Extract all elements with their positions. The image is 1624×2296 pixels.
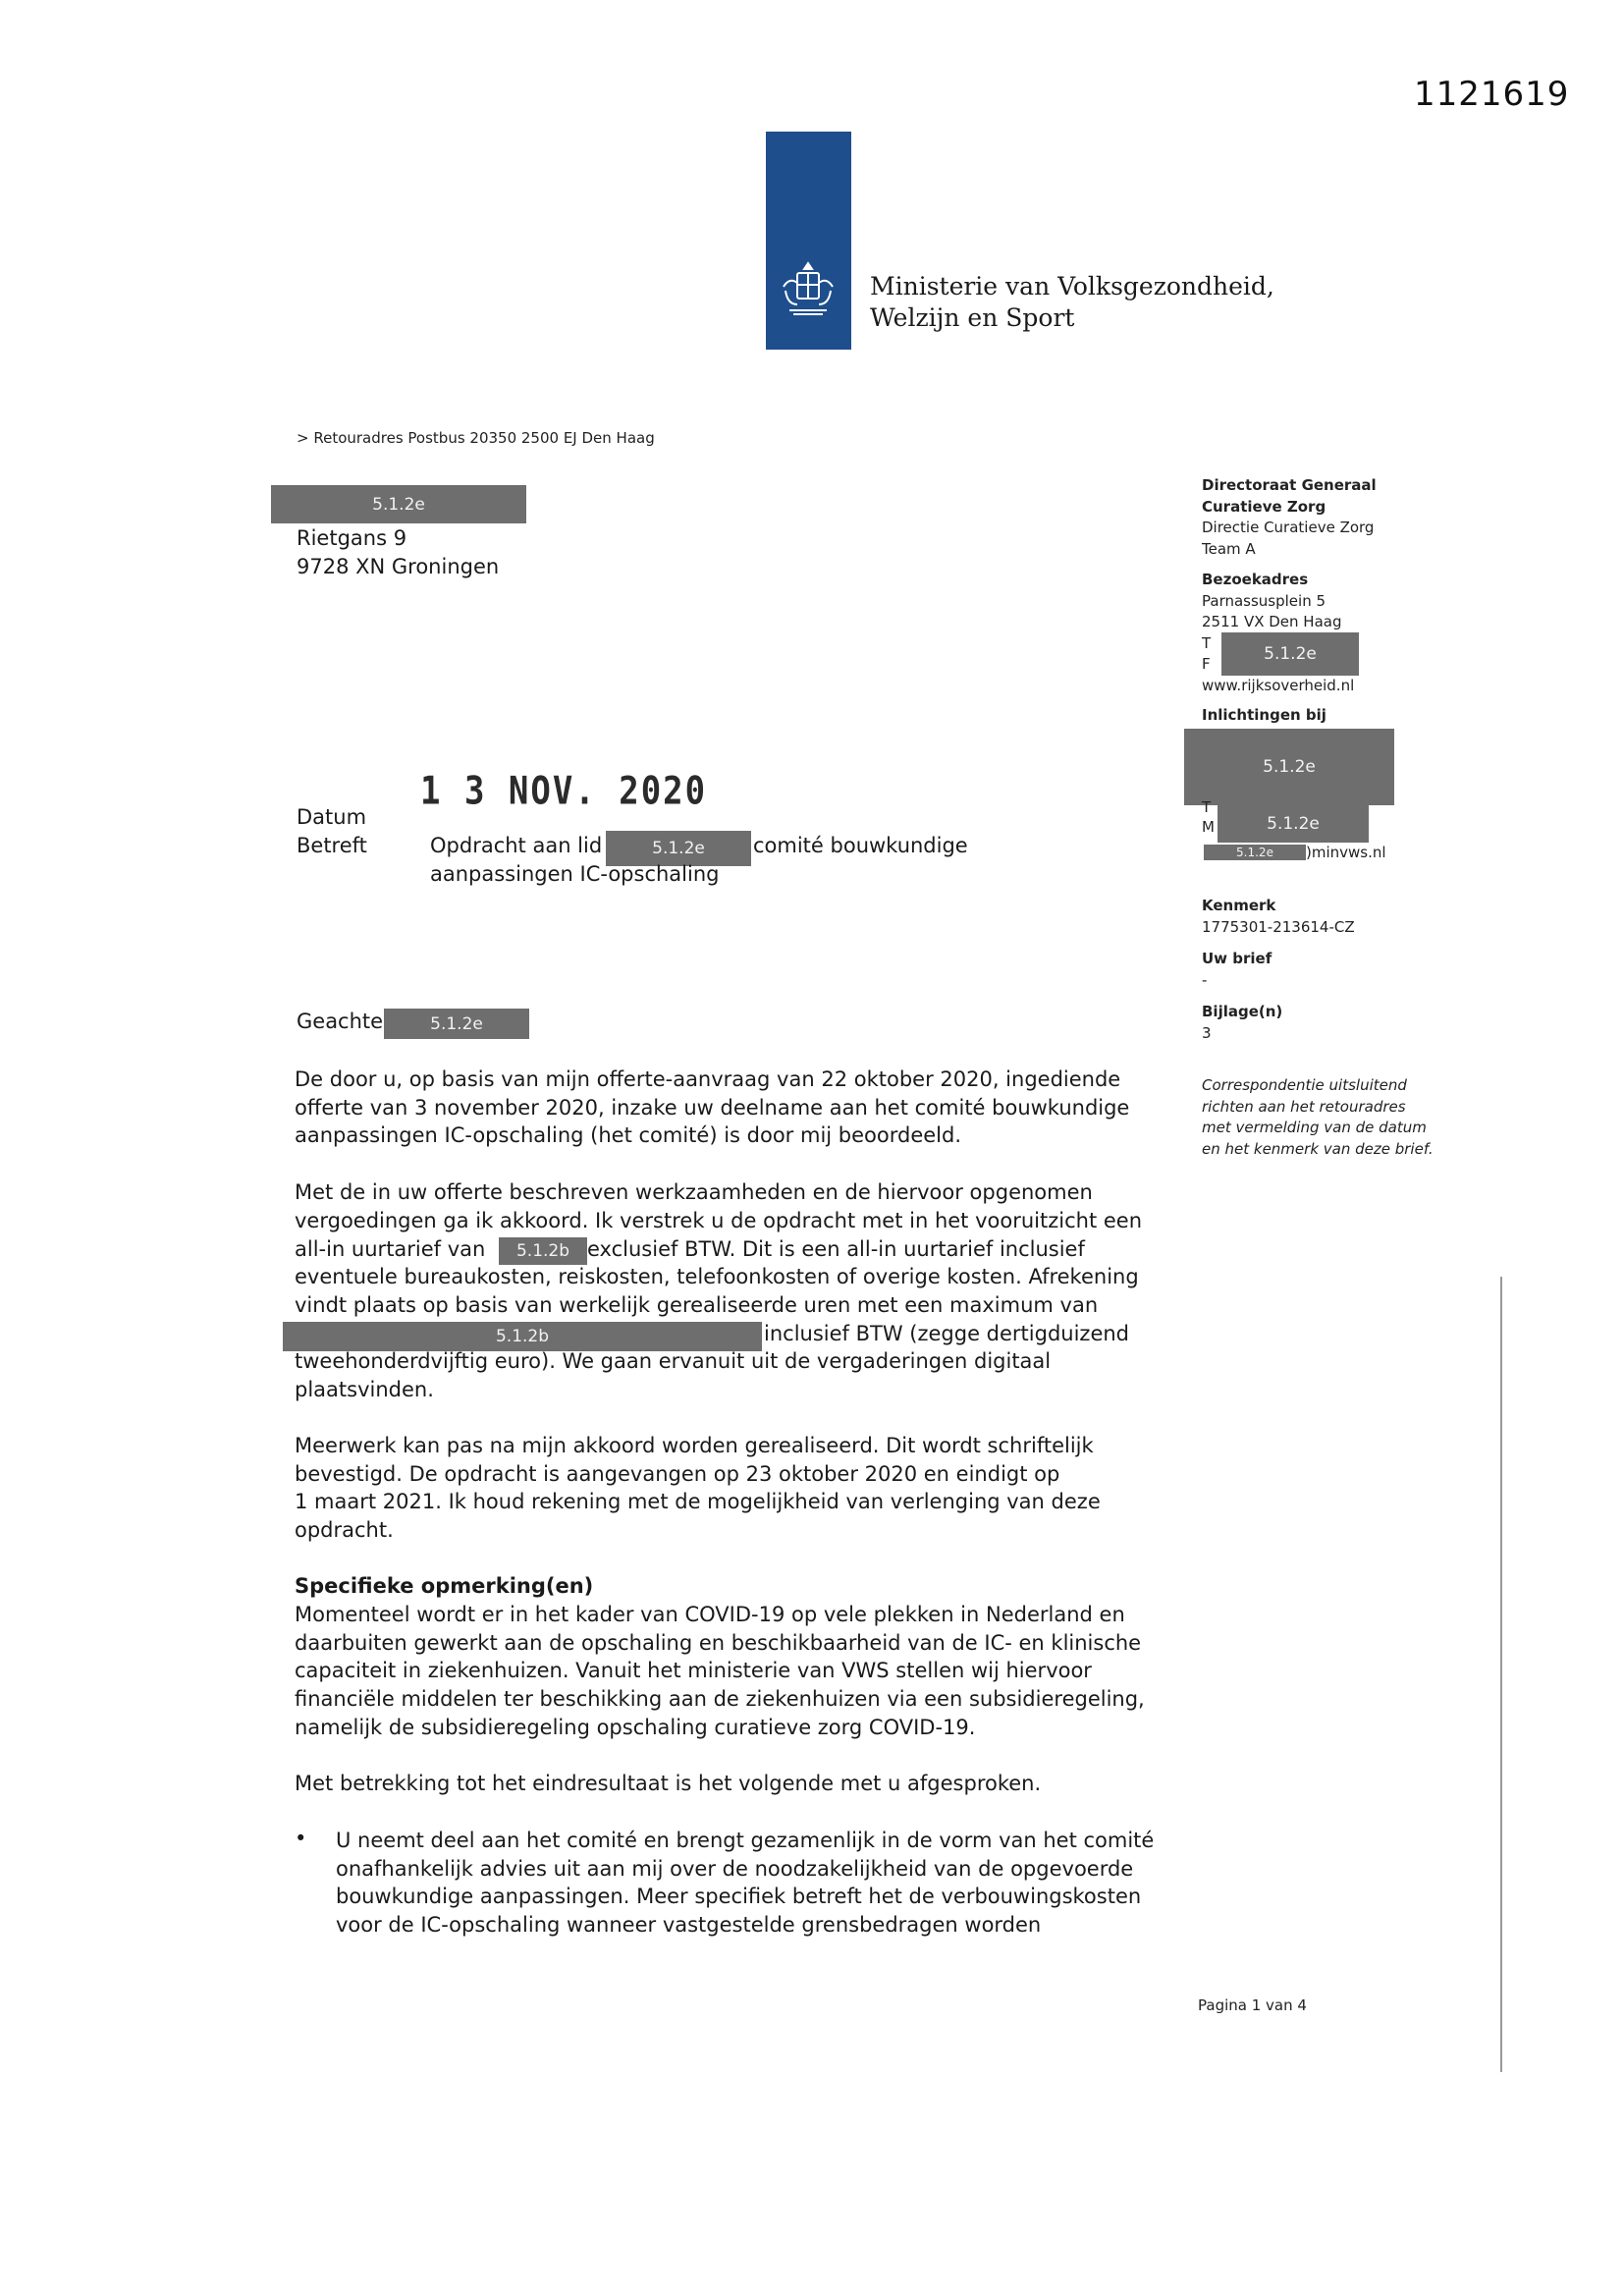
p3-line2: bevestigd. De opdracht is aangevangen op 23 oktober 2020 en eindigt op <box>295 1461 1060 1486</box>
subject-part1: Opdracht aan lid <box>430 834 603 857</box>
inquiries-label-wrap <box>1202 705 1326 727</box>
attachments-block <box>1202 1002 1282 1044</box>
salutation: Geachte <box>297 1010 384 1033</box>
p3-line1: Meerwerk kan pas na mijn akkoord worden gerealiseerd. Dit wordt schriftelijk <box>295 1434 1094 1457</box>
p4-line5: namelijk de subsidieregeling opschaling curatieve zorg COVID-19. <box>295 1715 976 1739</box>
p4-line3: capaciteit in ziekenhuizen. Vanuit het ministerie van VWS stellen wij hiervoor <box>295 1659 1092 1683</box>
inquiries-tm-labels <box>1202 797 1215 837</box>
email-suffix: )minvws.nl <box>1306 844 1386 861</box>
reference-label: Kenmerk <box>1202 897 1276 914</box>
t-label: T <box>1202 633 1212 652</box>
subject-redaction: 5.1.2e <box>606 831 751 866</box>
p1-line1: De door u, op basis van mijn offerte-aanvraag van 22 oktober 2020, ingediende <box>295 1067 1121 1091</box>
paragraph-2-cont <box>295 1263 1178 1319</box>
p2-line1: Met de in uw offerte beschreven werkzaamheden en de hiervoor opgenomen <box>295 1180 1093 1204</box>
subject-line2: aanpassingen IC-opschaling <box>430 862 720 886</box>
paragraph-2 <box>295 1178 1178 1234</box>
attachments-label: Bijlage(n) <box>1202 1003 1283 1020</box>
p3-line3: 1 maart 2021. Ik houd rekening met de mogelijkheid van verlenging van deze <box>295 1490 1101 1514</box>
ministry-name-line1: Ministerie van Volksgezondheid, <box>870 272 1274 301</box>
salutation-redaction: 5.1.2e <box>384 1009 529 1039</box>
dg-line1: Directoraat Generaal <box>1202 476 1377 494</box>
ministry-name <box>870 271 1274 334</box>
f-label: F <box>1202 655 1211 673</box>
paragraph-4 <box>295 1601 1178 1742</box>
paragraph-3 <box>295 1432 1178 1545</box>
inquiries-phone-redaction: 5.1.2e <box>1218 805 1369 843</box>
p2-line3b: exclusief BTW. Dit is een all-in uurtarief inclusief <box>587 1237 1085 1261</box>
return-address: > Retouradres Postbus 20350 2500 EJ Den Haag <box>297 429 655 447</box>
p4-line2: daarbuiten gewerkt aan de opschaling en beschikbaarheid van de IC- en klinische <box>295 1630 1142 1655</box>
your-letter-value: - <box>1202 970 1208 989</box>
email-redaction: 5.1.2e <box>1204 845 1306 860</box>
p4-line4: financiële middelen ter beschikking aan de ziekenhuizen via een subsidieregeling, <box>295 1687 1145 1712</box>
b1-line2: onafhankelijk advies uit aan mij over de noodzakelijkheid van de opgevoerde <box>336 1856 1134 1881</box>
dg-line2: Curatieve Zorg <box>1202 497 1326 516</box>
ministry-name-line2: Welzijn en Sport <box>870 303 1075 332</box>
paragraph-2-end <box>295 1347 1178 1403</box>
recipient-street: Rietgans 9 <box>297 526 407 550</box>
p2-line4: eventuele bureaukosten, reiskosten, telefoonkosten of overige kosten. Afrekening <box>295 1265 1139 1288</box>
attachments-value: 3 <box>1202 1023 1212 1042</box>
p2-line7: tweehonderdvijftig euro). We gaan ervanuit uit de vergaderingen digitaal <box>295 1349 1052 1373</box>
website: www.rijksoverheid.nl <box>1202 676 1355 694</box>
team: Team A <box>1202 539 1256 558</box>
p2-line5: vindt plaats op basis van werkelijk gerealiseerde uren met een maximum van <box>295 1292 1099 1317</box>
correspondence-note: Correspondentie uitsluitend richten aan het retouradres met vermelding van de datum en het kenmerk van deze brief. <box>1202 1076 1434 1158</box>
page-number: Pagina 1 van 4 <box>1198 1996 1307 2014</box>
page-edge-line <box>1500 1277 1502 2072</box>
b1-line1: U neemt deel aan het comité en brengt gezamenlijk in de vorm van het comité <box>336 1829 1155 1852</box>
visit-city: 2511 VX Den Haag <box>1202 613 1342 630</box>
recipient-city: 9728 XN Groningen <box>297 555 500 578</box>
directie: Directie Curatieve Zorg <box>1202 519 1375 536</box>
reference-block <box>1202 896 1355 938</box>
p1-line2: offerte van 3 november 2020, inzake uw deelname aan het comité bouwkundige <box>295 1095 1130 1120</box>
phone-fax-redaction: 5.1.2e <box>1221 632 1359 676</box>
sidebar-department <box>1202 475 1377 560</box>
document-number: 1121619 <box>1414 75 1570 114</box>
paragraph-5: Met betrekking tot het eindresultaat is het volgende met u afgesproken. <box>295 1772 1042 1795</box>
p4-line1: Momenteel wordt er in het kader van COVID-19 op vele plekken in Nederland en <box>295 1603 1125 1626</box>
date-stamp: 1 3 NOV. 2020 <box>420 769 708 814</box>
visit-street: Parnassusplein 5 <box>1202 591 1326 610</box>
crest-logo-icon <box>776 257 840 322</box>
inquiries-t-label: T <box>1202 798 1212 816</box>
subject-label: Betreft <box>297 834 367 857</box>
inquiries-label: Inlichtingen bij <box>1202 706 1326 724</box>
p2-line2: vergoedingen ga ik akkoord. Ik verstrek u de opdracht met in het vooruitzicht een <box>295 1208 1142 1232</box>
b1-line3: bouwkundige aanpassingen. Meer specifiek betreft het de verbouwingskosten <box>336 1885 1142 1909</box>
your-letter-label: Uw brief <box>1202 950 1272 967</box>
date-label: Datum <box>297 805 367 829</box>
p2-line8: plaatsvinden. <box>295 1377 434 1401</box>
inquiries-name-redaction: 5.1.2e <box>1184 729 1394 805</box>
p1-line3: aanpassingen IC-opschaling (het comité) is door mij beoordeeld. <box>295 1123 962 1148</box>
bullet-symbol: • <box>295 1827 307 1850</box>
recipient-name-redaction: 5.1.2e <box>271 485 526 523</box>
maximum-amount-redaction: 5.1.2b <box>283 1322 762 1351</box>
p2-line3a: all-in uurtarief van <box>295 1237 486 1261</box>
bullet-item-1 <box>336 1827 1180 1940</box>
p2-line6b: inclusief BTW (zegge dertigduizend <box>764 1322 1130 1345</box>
paragraph-1 <box>295 1066 1178 1150</box>
b1-line4: voor de IC-opschaling wanneer vastgestelde grensbedragen worden <box>336 1913 1042 1938</box>
p3-line4: opdracht. <box>295 1518 394 1543</box>
subject-part2: comité bouwkundige <box>753 834 968 857</box>
hourly-rate-redaction: 5.1.2b <box>499 1237 587 1265</box>
reference-value: 1775301-213614-CZ <box>1202 917 1355 936</box>
inquiries-m-label: M <box>1202 818 1215 836</box>
section-heading: Specifieke opmerking(en) <box>295 1574 594 1598</box>
visit-address-label: Bezoekadres <box>1202 571 1309 588</box>
your-letter-block <box>1202 949 1272 991</box>
